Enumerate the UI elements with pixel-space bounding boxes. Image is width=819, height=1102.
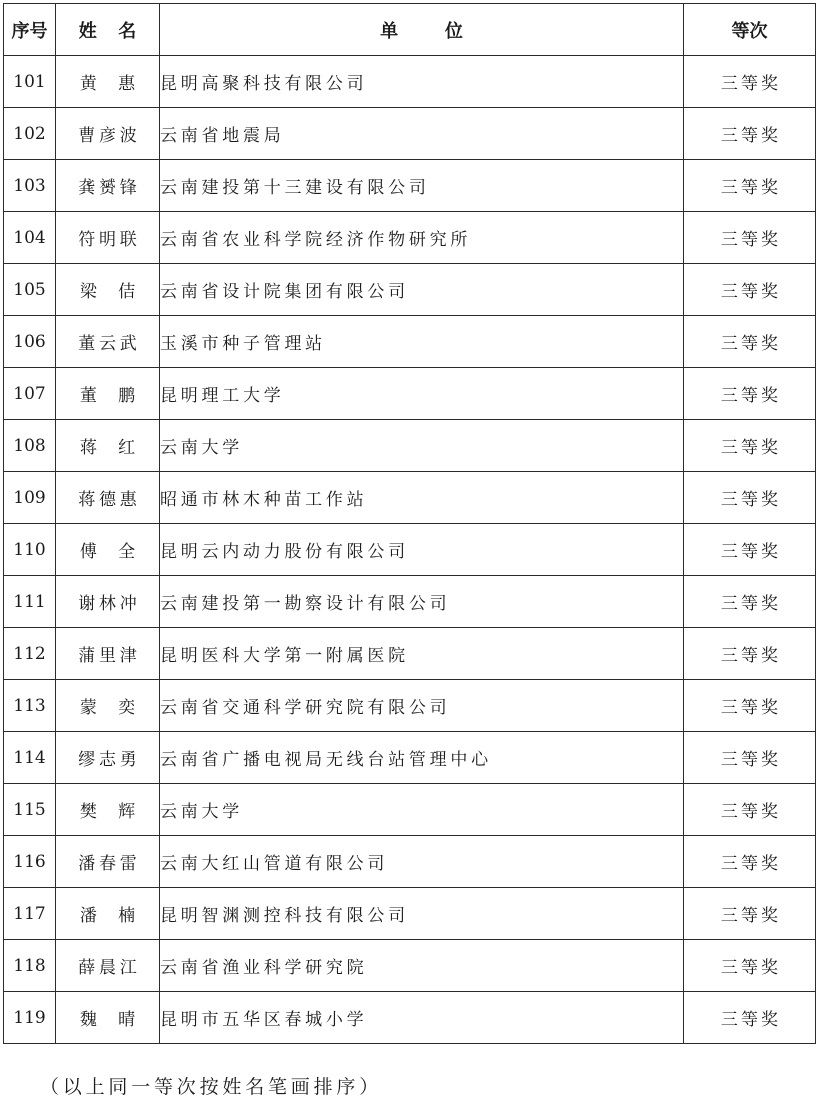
seq-cell: 108 bbox=[4, 420, 56, 472]
name-cell: 蒙奕 bbox=[56, 680, 160, 732]
seq-cell: 111 bbox=[4, 576, 56, 628]
unit-cell: 云南省交通科学研究院有限公司 bbox=[160, 680, 684, 732]
seq-cell: 104 bbox=[4, 212, 56, 264]
seq-cell: 110 bbox=[4, 524, 56, 576]
name-cell: 潘春雷 bbox=[56, 836, 160, 888]
rank-cell: 三等奖 bbox=[684, 524, 816, 576]
unit-cell: 云南大学 bbox=[160, 420, 684, 472]
unit-cell: 昆明云内动力股份有限公司 bbox=[160, 524, 684, 576]
rank-cell: 三等奖 bbox=[684, 680, 816, 732]
rank-cell: 三等奖 bbox=[684, 732, 816, 784]
name-cell: 缪志勇 bbox=[56, 732, 160, 784]
table-row bbox=[4, 628, 816, 680]
table-row bbox=[4, 784, 816, 836]
unit-cell: 云南大红山管道有限公司 bbox=[160, 836, 684, 888]
seq-cell: 103 bbox=[4, 160, 56, 212]
table-row bbox=[4, 420, 816, 472]
unit-cell: 昆明智渊测控科技有限公司 bbox=[160, 888, 684, 940]
name-cell: 符明联 bbox=[56, 212, 160, 264]
table-row bbox=[4, 680, 816, 732]
unit-cell: 云南省渔业科学研究院 bbox=[160, 940, 684, 992]
unit-cell: 云南省地震局 bbox=[160, 108, 684, 160]
name-cell: 梁佶 bbox=[56, 264, 160, 316]
seq-cell: 113 bbox=[4, 680, 56, 732]
seq-cell: 101 bbox=[4, 56, 56, 108]
rank-cell: 三等奖 bbox=[684, 992, 816, 1044]
table-header-row bbox=[4, 4, 816, 56]
name-cell: 谢林冲 bbox=[56, 576, 160, 628]
name-cell: 潘楠 bbox=[56, 888, 160, 940]
rank-cell: 三等奖 bbox=[684, 212, 816, 264]
table-row bbox=[4, 316, 816, 368]
rank-cell: 三等奖 bbox=[684, 368, 816, 420]
table-row bbox=[4, 888, 816, 940]
table-row bbox=[4, 212, 816, 264]
unit-cell: 玉溪市种子管理站 bbox=[160, 316, 684, 368]
seq-cell: 119 bbox=[4, 992, 56, 1044]
rank-cell: 三等奖 bbox=[684, 56, 816, 108]
rank-cell: 三等奖 bbox=[684, 940, 816, 992]
unit-cell: 云南省设计院集团有限公司 bbox=[160, 264, 684, 316]
name-cell: 薛晨江 bbox=[56, 940, 160, 992]
table-row bbox=[4, 940, 816, 992]
header-rank: 等次 bbox=[684, 4, 816, 56]
name-cell: 蒋红 bbox=[56, 420, 160, 472]
table-row bbox=[4, 264, 816, 316]
unit-cell: 昭通市林木种苗工作站 bbox=[160, 472, 684, 524]
seq-cell: 107 bbox=[4, 368, 56, 420]
footnote: （以上同一等次按姓名笔画排序） bbox=[40, 1076, 383, 1098]
rank-cell: 三等奖 bbox=[684, 420, 816, 472]
name-cell: 樊辉 bbox=[56, 784, 160, 836]
rank-cell: 三等奖 bbox=[684, 836, 816, 888]
table-row bbox=[4, 576, 816, 628]
table-row bbox=[4, 732, 816, 784]
seq-cell: 106 bbox=[4, 316, 56, 368]
name-cell: 蒲里津 bbox=[56, 628, 160, 680]
rank-cell: 三等奖 bbox=[684, 472, 816, 524]
unit-cell: 云南省广播电视局无线台站管理中心 bbox=[160, 732, 684, 784]
rank-cell: 三等奖 bbox=[684, 264, 816, 316]
seq-cell: 116 bbox=[4, 836, 56, 888]
award-table bbox=[3, 3, 816, 1044]
rank-cell: 三等奖 bbox=[684, 316, 816, 368]
table-row bbox=[4, 524, 816, 576]
seq-cell: 118 bbox=[4, 940, 56, 992]
seq-cell: 112 bbox=[4, 628, 56, 680]
unit-cell: 昆明医科大学第一附属医院 bbox=[160, 628, 684, 680]
name-cell: 黄惠 bbox=[56, 56, 160, 108]
name-cell: 曹彦波 bbox=[56, 108, 160, 160]
name-cell: 傅全 bbox=[56, 524, 160, 576]
table-row bbox=[4, 56, 816, 108]
unit-cell: 云南大学 bbox=[160, 784, 684, 836]
seq-cell: 102 bbox=[4, 108, 56, 160]
name-cell: 魏晴 bbox=[56, 992, 160, 1044]
header-name: 姓名 bbox=[56, 4, 160, 56]
rank-cell: 三等奖 bbox=[684, 160, 816, 212]
unit-cell: 云南省农业科学院经济作物研究所 bbox=[160, 212, 684, 264]
unit-cell: 云南建投第十三建设有限公司 bbox=[160, 160, 684, 212]
table-row bbox=[4, 108, 816, 160]
seq-cell: 105 bbox=[4, 264, 56, 316]
rank-cell: 三等奖 bbox=[684, 888, 816, 940]
table-row bbox=[4, 836, 816, 888]
table-row bbox=[4, 992, 816, 1044]
unit-cell: 云南建投第一勘察设计有限公司 bbox=[160, 576, 684, 628]
table-row bbox=[4, 160, 816, 212]
table-row bbox=[4, 472, 816, 524]
seq-cell: 114 bbox=[4, 732, 56, 784]
table-row bbox=[4, 368, 816, 420]
unit-cell: 昆明理工大学 bbox=[160, 368, 684, 420]
seq-cell: 109 bbox=[4, 472, 56, 524]
unit-cell: 昆明市五华区春城小学 bbox=[160, 992, 684, 1044]
name-cell: 蒋德惠 bbox=[56, 472, 160, 524]
name-cell: 龚赟锋 bbox=[56, 160, 160, 212]
header-seq: 序号 bbox=[4, 4, 56, 56]
seq-cell: 115 bbox=[4, 784, 56, 836]
unit-cell: 昆明高聚科技有限公司 bbox=[160, 56, 684, 108]
rank-cell: 三等奖 bbox=[684, 628, 816, 680]
rank-cell: 三等奖 bbox=[684, 108, 816, 160]
rank-cell: 三等奖 bbox=[684, 784, 816, 836]
header-unit: 单位 bbox=[160, 4, 684, 56]
name-cell: 董云武 bbox=[56, 316, 160, 368]
name-cell: 董鹏 bbox=[56, 368, 160, 420]
seq-cell: 117 bbox=[4, 888, 56, 940]
rank-cell: 三等奖 bbox=[684, 576, 816, 628]
table-body bbox=[4, 56, 816, 1044]
